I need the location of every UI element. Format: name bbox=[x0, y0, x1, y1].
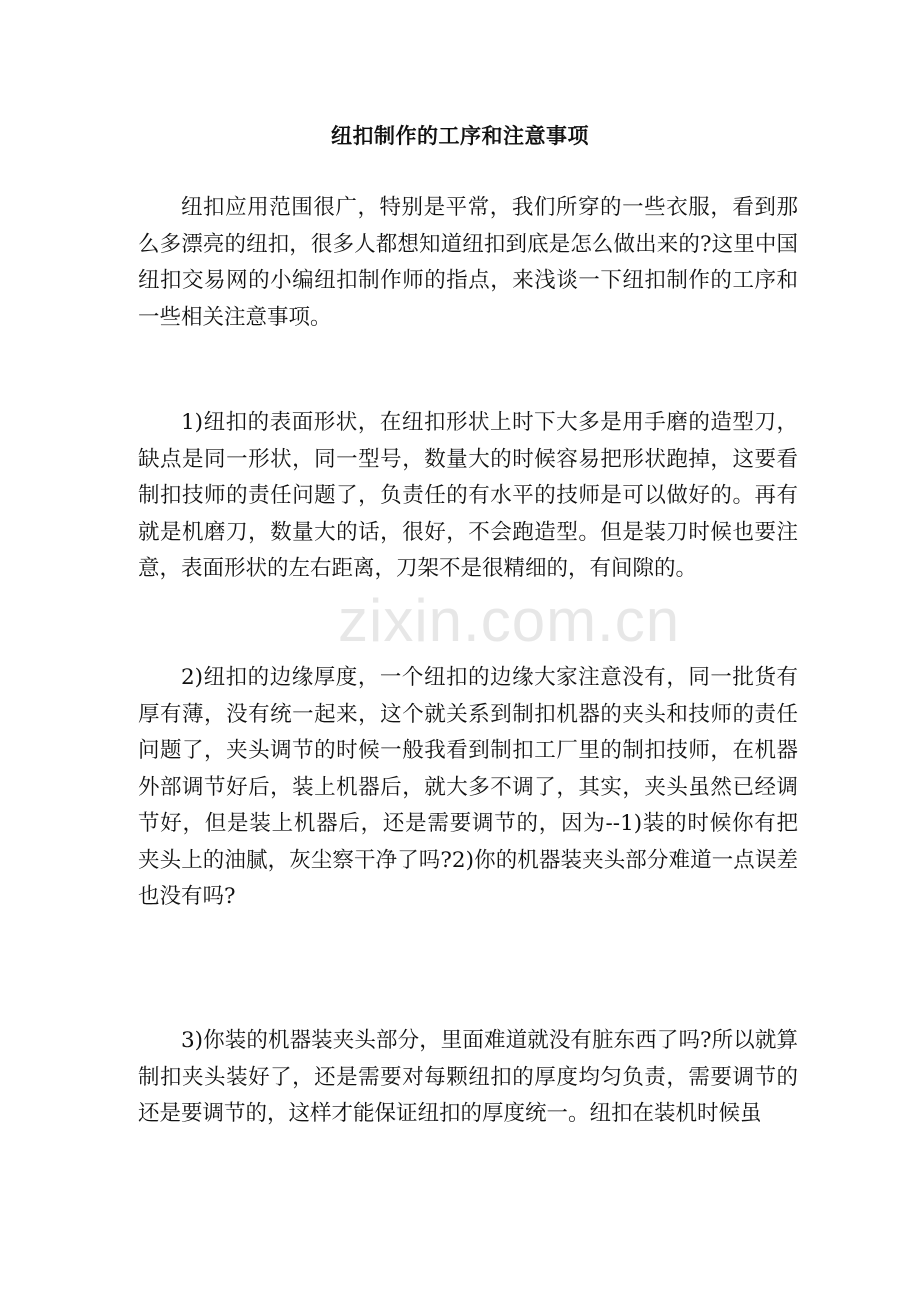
paragraph-intro: 纽扣应用范围很广，特别是平常，我们所穿的一些衣服，看到那么多漂亮的纽扣，很多人都想知道纽扣到底是怎么做出来的?这里中国纽扣交易网的小编纽扣制作师的指点，来浅谈一下纽扣制作的工序和一些相关注意事项。 bbox=[138, 195, 798, 330]
paragraph-clamp-cleaning: 3)你装的机器装夹头部分，里面难道就没有脏东西了吗?所以就算制扣夹头装好了，还是需要对每颗纽扣的厚度均匀负责，需要调节的还是要调节的，这样才能保证纽扣的厚度统一。纽扣在装机时候虽 bbox=[138, 1028, 798, 1126]
document-title: 纽扣制作的工序和注意事项 bbox=[331, 123, 589, 148]
paragraph-edge-thickness: 2)纽扣的边缘厚度，一个纽扣的边缘大家注意没有，同一批货有厚有薄，没有统一起来，这个就关系到制扣机器的夹头和技师的责任问题了，夹头调节的时候一般我看到制扣工厂里的制扣技师，在机器外部调节好后，装上机器后，就大多不调了，其实，夹头虽然已经调节好，但是装上机器后，还是需要调节的，因为--1)装的时候你有把夹头上的油腻，灰尘察干净了吗?2)你的机器装夹头部分难道一点误差也没有吗? bbox=[138, 665, 798, 909]
paragraph-surface-shape: 1)纽扣的表面形状，在纽扣形状上时下大多是用手磨的造型刀，缺点是同一形状，同一型号，数量大的时候容易把形状跑掉，这要看制扣技师的责任问题了，负责任的有水平的技师是可以做好的。再有就是机磨刀，数量大的话，很好，不会跑造型。但是装刀时候也要注意，表面形状的左右距离，刀架不是很精细的，有间隙的。 bbox=[138, 410, 798, 581]
watermark: zixin.com.cn bbox=[338, 587, 681, 654]
